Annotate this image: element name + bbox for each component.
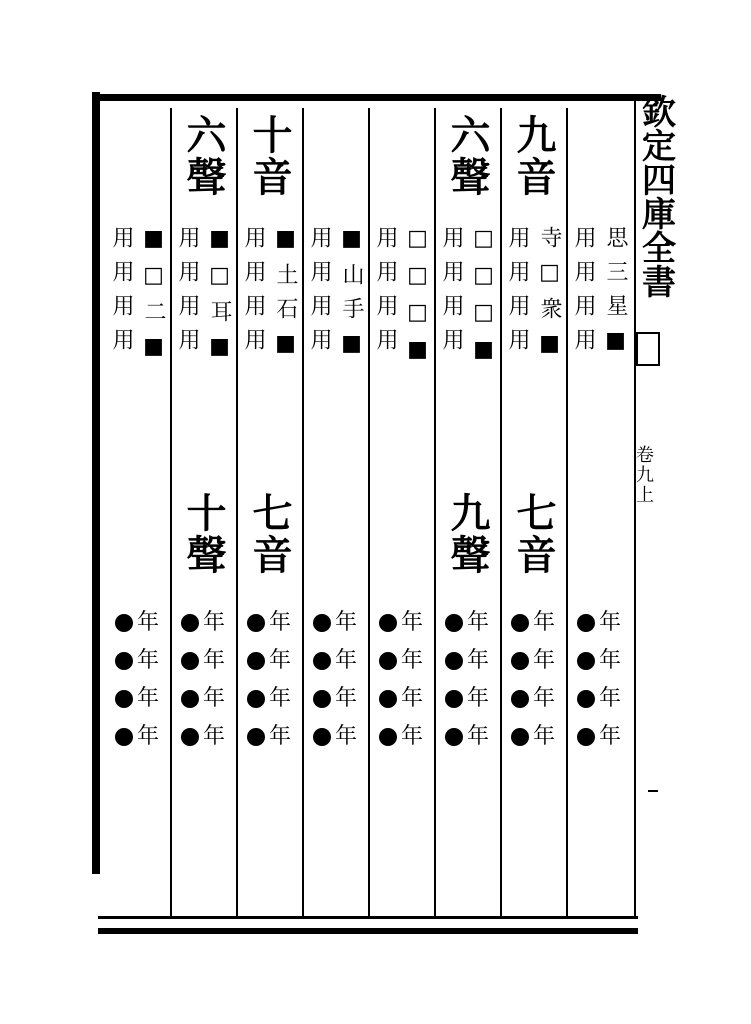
year-row [115,718,159,756]
year-char: 年 [136,724,160,749]
year-row [181,642,225,680]
year-row [445,642,489,680]
year-row [247,680,291,718]
year-list [379,604,423,756]
bullet-dot-icon [445,728,463,746]
year-char: 年 [268,610,292,635]
bullet-dot-icon [115,614,133,632]
entry-line: 用用用用 [439,226,464,362]
text-column-4 [368,108,434,918]
column-heading: 十音 [246,114,293,198]
bullet-dot-icon [379,690,397,708]
bullet-dot-icon [313,614,331,632]
bullet-dot-icon [511,614,529,632]
bullet-dot-icon [313,728,331,746]
bullet-dot-icon [247,690,265,708]
mid-heading: 九聲 [444,492,491,576]
year-row [247,604,291,642]
entry-line: 用用用用 [571,226,596,362]
mid-heading: 七音 [510,492,557,576]
year-list [511,604,555,756]
bullet-dot-icon [511,690,529,708]
bullet-dot-icon [577,614,595,632]
bullet-dot-icon [577,728,595,746]
year-char: 年 [268,648,292,673]
bullet-dot-icon [181,614,199,632]
bullet-dot-icon [379,728,397,746]
year-row [445,604,489,642]
entry-group [305,226,365,368]
bullet-dot-icon [511,728,529,746]
year-list [247,604,291,756]
year-row [445,680,489,718]
entry-line: 寺□衆■ [537,226,562,368]
year-row [247,718,291,756]
frame-bottom-border-thick [98,928,638,934]
year-row [115,680,159,718]
year-row [511,604,555,642]
text-column-7 [170,108,236,918]
text-column-2 [500,108,566,918]
year-row [181,604,225,642]
entry-group [437,226,497,374]
bullet-dot-icon [247,614,265,632]
year-char: 年 [334,610,358,635]
year-char: 年 [400,686,424,711]
entry-line: 用用用用 [241,226,266,362]
entry-line: 用用用用 [307,226,332,362]
entry-group [503,226,563,368]
year-row [247,642,291,680]
year-list [313,604,357,756]
bullet-dot-icon [115,652,133,670]
year-char: 年 [136,610,160,635]
entry-line: 用用用用 [373,226,398,362]
year-row [115,604,159,642]
year-char: 年 [598,724,622,749]
text-column-6 [236,108,302,918]
year-char: 年 [202,724,226,749]
year-row [379,642,423,680]
year-char: 年 [532,610,556,635]
year-row [379,718,423,756]
year-char: 年 [202,648,226,673]
year-char: 年 [334,686,358,711]
entry-line: □□□■ [471,226,496,374]
bullet-dot-icon [379,614,397,632]
year-row [379,604,423,642]
year-row [313,718,357,756]
year-char: 年 [136,686,160,711]
year-row [511,642,555,680]
bullet-dot-icon [181,652,199,670]
bullet-dot-icon [115,728,133,746]
year-char: 年 [202,610,226,635]
year-char: 年 [334,648,358,673]
year-char: 年 [466,686,490,711]
year-row [181,680,225,718]
year-char: 年 [598,648,622,673]
bullet-dot-icon [247,728,265,746]
year-list [181,604,225,756]
margin-column [636,93,676,916]
year-row [577,680,621,718]
year-char: 年 [334,724,358,749]
year-char: 年 [466,648,490,673]
year-list [577,604,621,756]
mid-heading: 十聲 [180,492,227,576]
bullet-dot-icon [577,690,595,708]
bullet-dot-icon [577,652,595,670]
year-row [313,604,357,642]
text-column-3 [434,108,500,918]
year-row [313,680,357,718]
book-title: 欽 定 四 庫 全 書 [642,93,676,303]
year-char: 年 [400,724,424,749]
bullet-dot-icon [247,652,265,670]
year-char: 年 [466,724,490,749]
entry-line: 思三星■ [603,226,628,365]
frame-left-border [92,92,100,874]
year-row [577,718,621,756]
entry-group [371,226,431,374]
column-heading: 六聲 [180,114,227,198]
bullet-dot-icon [313,690,331,708]
volume-label: 卷 九 上 [636,445,654,506]
bullet-dot-icon [115,690,133,708]
bullet-dot-icon [445,652,463,670]
year-row [511,680,555,718]
entry-line: 用用用用 [109,226,134,362]
entry-group [173,226,233,371]
year-row [115,642,159,680]
entry-line: 用用用用 [175,226,200,362]
year-row [181,718,225,756]
bullet-dot-icon [445,690,463,708]
year-row [511,718,555,756]
margin-tick [648,790,658,792]
text-column-8 [104,108,170,918]
year-char: 年 [268,724,292,749]
entry-line: □□□■ [405,226,430,374]
year-row [577,642,621,680]
column-heading: 九音 [510,114,557,198]
bullet-dot-icon [181,728,199,746]
bullet-dot-icon [511,652,529,670]
entry-group [107,226,167,371]
entry-line: 用用用用 [505,226,530,362]
year-char: 年 [268,686,292,711]
bullet-dot-icon [445,614,463,632]
column-heading: 六聲 [444,114,491,198]
year-list [445,604,489,756]
year-row [445,718,489,756]
entry-line: ■□二■ [141,226,166,371]
year-char: 年 [400,648,424,673]
mid-heading: 七音 [246,492,293,576]
entry-line: ■□耳■ [207,226,232,371]
year-char: 年 [400,610,424,635]
year-row [577,604,621,642]
bullet-dot-icon [181,690,199,708]
frame-top-border [98,94,661,101]
year-char: 年 [598,686,622,711]
year-char: 年 [532,648,556,673]
entry-group [569,226,629,365]
year-char: 年 [532,724,556,749]
entry-line: ■山手■ [339,226,364,368]
year-char: 年 [136,648,160,673]
fishtail-mark [636,332,660,366]
year-char: 年 [598,610,622,635]
entry-group [239,226,299,368]
text-column-1 [566,108,632,918]
text-column-5 [302,108,368,918]
year-char: 年 [532,686,556,711]
year-list [115,604,159,756]
bullet-dot-icon [313,652,331,670]
year-char: 年 [466,610,490,635]
bullet-dot-icon [379,652,397,670]
year-row [313,642,357,680]
year-row [379,680,423,718]
year-char: 年 [202,686,226,711]
entry-line: ■土石■ [273,226,298,368]
